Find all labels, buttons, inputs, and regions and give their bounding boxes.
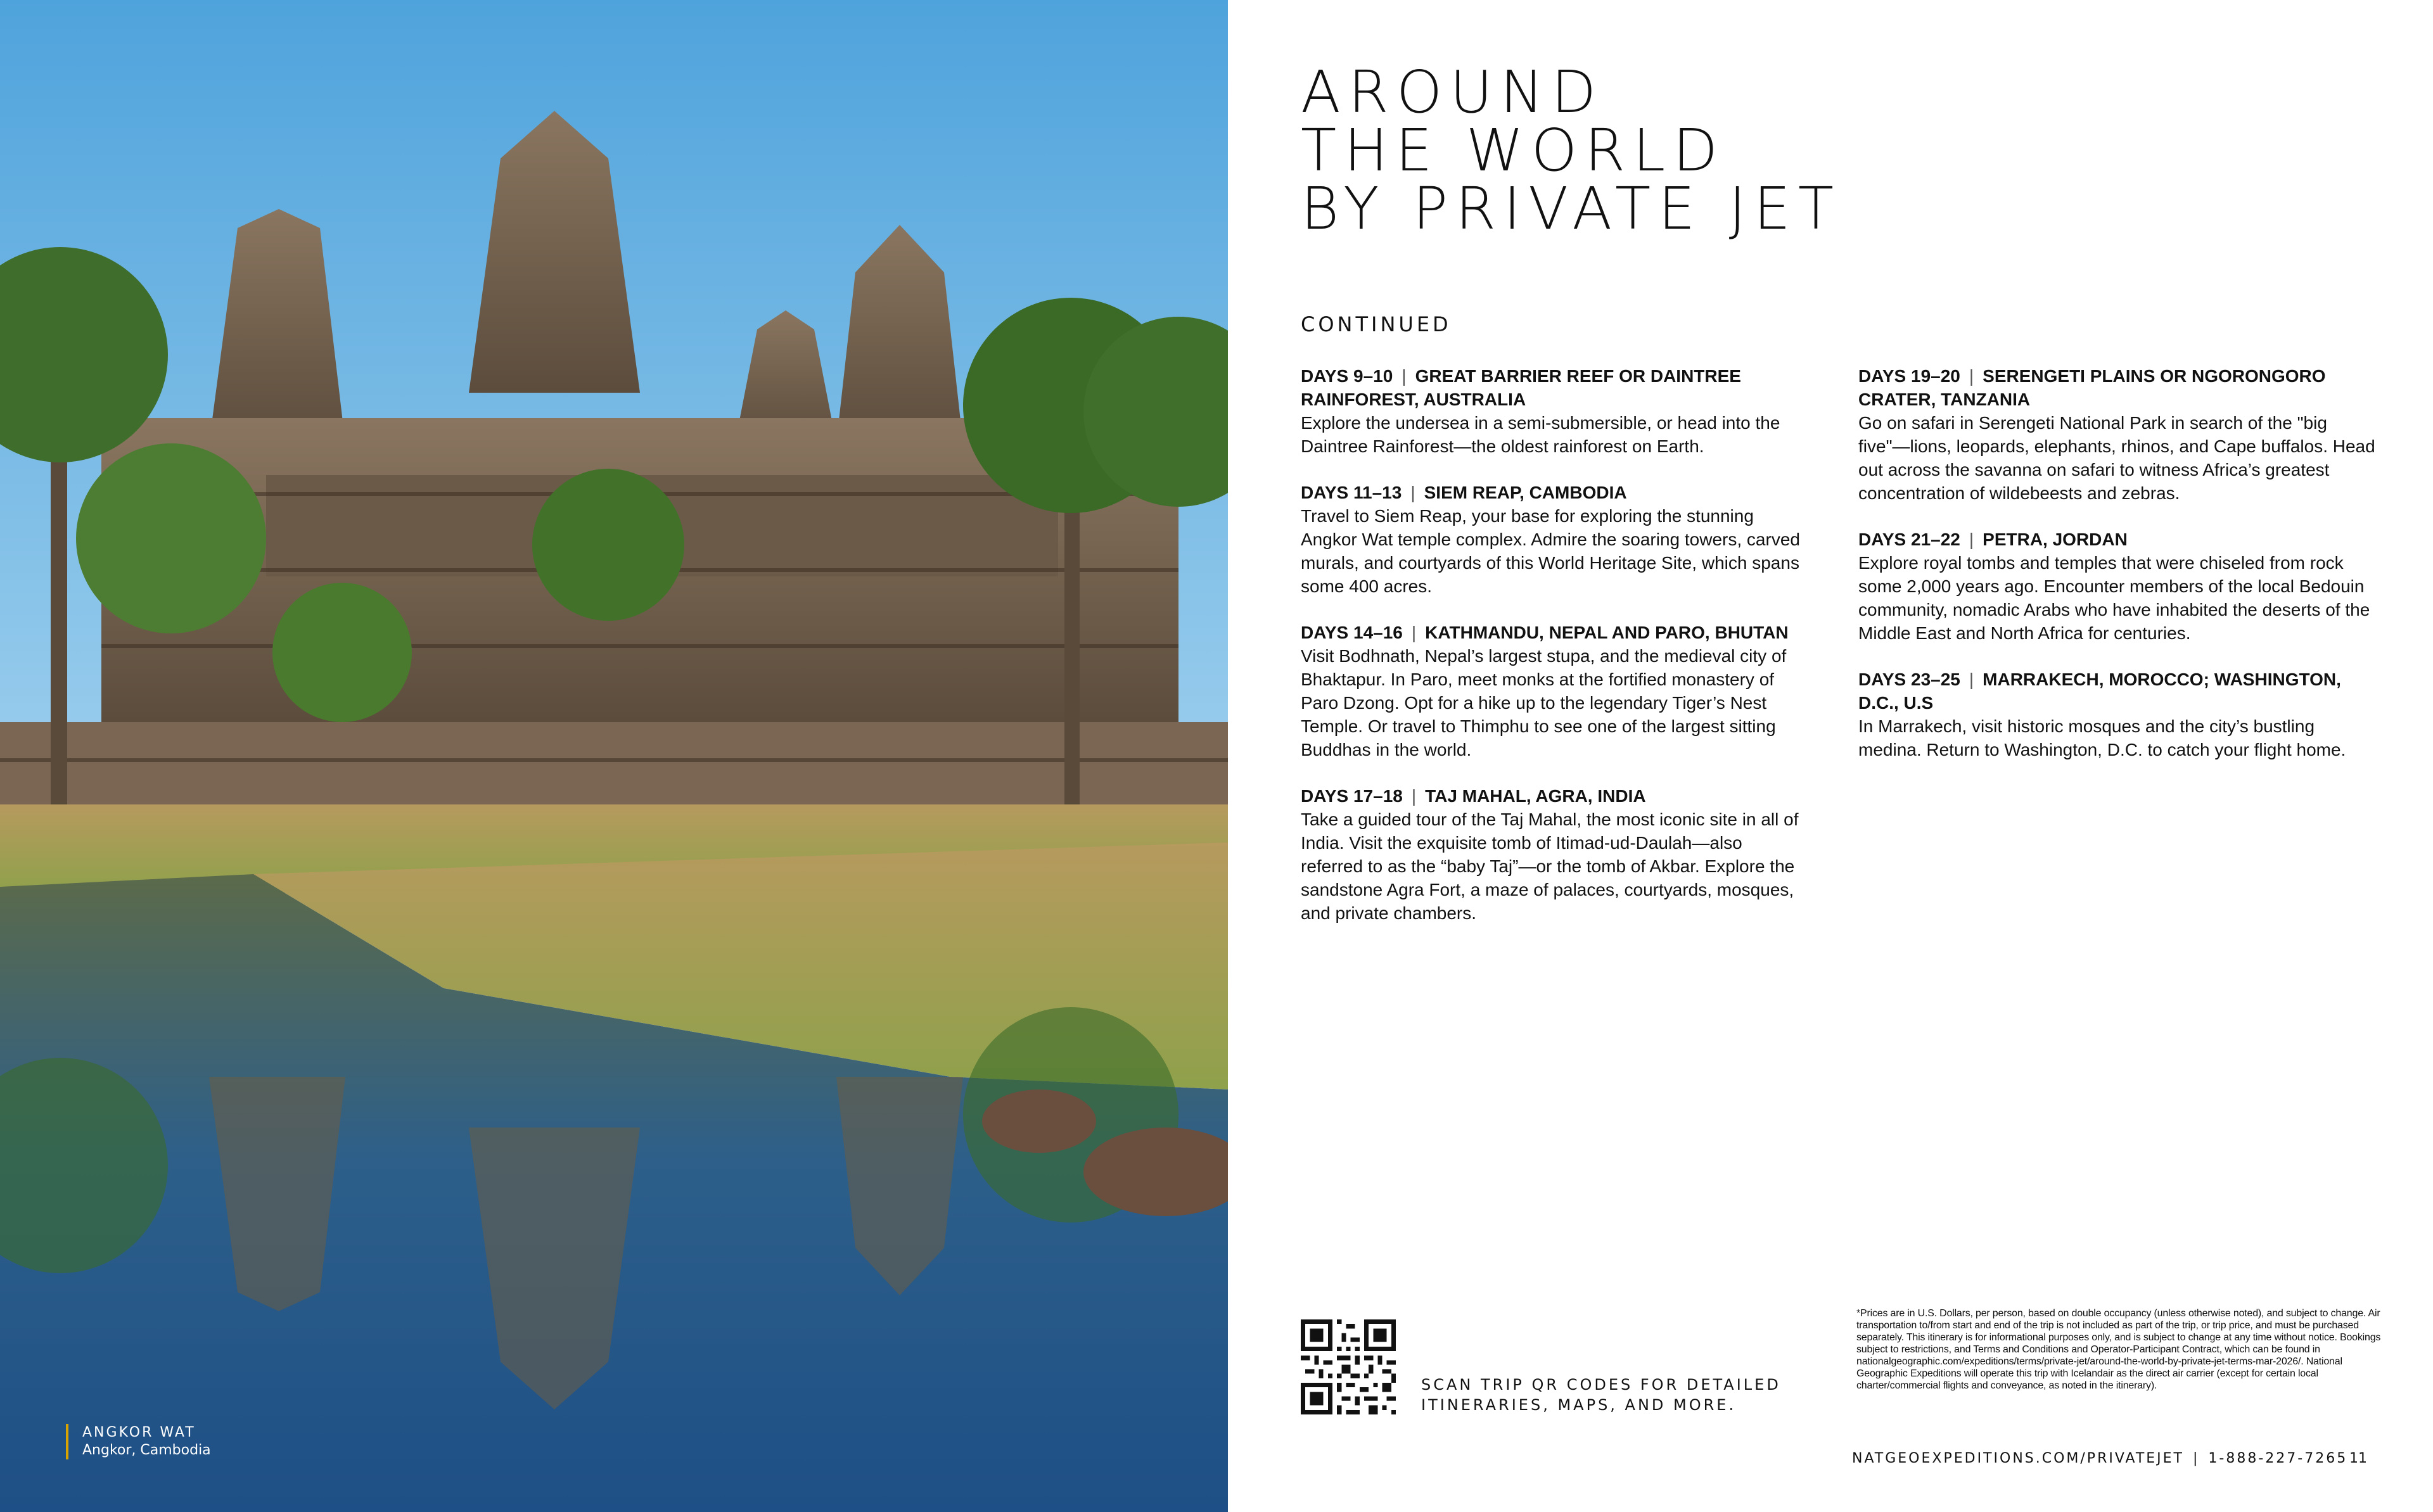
footer-phone[interactable]: 1-888-227-7265	[2208, 1451, 2348, 1466]
itinerary-column-right	[1858, 364, 2378, 784]
itinerary-entry	[1858, 528, 2378, 645]
itinerary-entry	[1301, 364, 1808, 458]
entry-place: KATHMANDU, NEPAL AND PARO, BHUTAN	[1425, 623, 1789, 642]
scan-qr-text: SCAN TRIP QR CODES FOR DETAILED ITINERARIES, MAPS, AND MORE.	[1421, 1376, 1781, 1414]
entry-body: Travel to Siem Reap, your base for exploring the stunning Angkor Wat temple complex. Admire the soaring towers, carved murals, and courtyards of this World Heritage Site, which spans some 400 acres.	[1301, 506, 1800, 596]
itinerary-entry	[1301, 481, 1808, 598]
entry-days: DAYS 17–18	[1301, 786, 1403, 806]
title-line: AROUND	[1301, 58, 1604, 126]
entry-days: DAYS 14–16	[1301, 623, 1403, 642]
entry-separator: |	[1402, 366, 1407, 386]
page-title	[1301, 58, 1842, 243]
caption-location: Angkor, Cambodia	[82, 1442, 211, 1458]
entry-place: SERENGETI PLAINS OR NGORONGORO CRATER, TANZANIA	[1858, 366, 2326, 409]
entry-separator: |	[1411, 623, 1417, 642]
entry-body: Explore royal tombs and temples that were chiseled from rock some 2,000 years ago. Encounter members of the local Bedouin community, nomadic Arabs who have inhabited the deserts of the Middle East and North Africa for centuries.	[1858, 553, 2370, 643]
continued-label: CONTINUED	[1301, 312, 1452, 336]
entry-days: DAYS 23–25	[1858, 670, 1960, 689]
page-number: 11	[2349, 1451, 2367, 1466]
itinerary-entry	[1301, 621, 1808, 761]
entry-place: GREAT BARRIER REEF OR DAINTREE RAINFOREST, AUSTRALIA	[1301, 366, 1741, 409]
entry-place: MARRAKECH, MOROCCO; WASHINGTON, D.C., U.S	[1858, 670, 2341, 713]
entry-body: In Marrakech, visit historic mosques and the city’s bustling medina. Return to Washington, D.C. to catch your flight home.	[1858, 716, 2346, 759]
photo-caption	[66, 1424, 211, 1459]
entry-body: Go on safari in Serengeti National Park in search of the "big five"—lions, leopards, elephants, rhinos, and Cape buffalos. Head out across the savanna on safari to witness Africa’s greatest concentration of wildebeests and zebras.	[1858, 413, 2375, 503]
entry-separator: |	[1969, 530, 1974, 549]
entry-separator: |	[1969, 670, 1974, 689]
entry-body: Explore the undersea in a semi-submersible, or head into the Daintree Rainforest—the oldest rainforest on Earth.	[1301, 413, 1780, 456]
itinerary-page	[1228, 0, 2433, 1512]
itinerary-entry	[1858, 364, 2378, 505]
entry-place: PETRA, JORDAN	[1983, 530, 2128, 549]
entry-days: DAYS 11–13	[1301, 483, 1402, 502]
entry-place: TAJ MAHAL, AGRA, INDIA	[1425, 786, 1646, 806]
title-line: THE WORLD	[1301, 117, 1726, 184]
entry-place: SIEM REAP, CAMBODIA	[1424, 483, 1627, 502]
itinerary-column-left	[1301, 364, 1808, 948]
qr-code[interactable]	[1301, 1319, 1396, 1414]
footer	[1852, 1451, 2347, 1466]
footer-url[interactable]: NATGEOEXPEDITIONS.COM/PRIVATEJET	[1852, 1451, 2184, 1466]
itinerary-entry	[1301, 784, 1808, 925]
caption-title: ANGKOR WAT	[82, 1425, 196, 1440]
entry-separator: |	[1411, 786, 1417, 806]
itinerary-entry	[1858, 668, 2378, 761]
entry-separator: |	[1969, 366, 1974, 386]
footer-separator: |	[2193, 1451, 2200, 1466]
title-line: BY PRIVATE JET	[1301, 175, 1842, 243]
entry-separator: |	[1410, 483, 1415, 502]
entry-body: Take a guided tour of the Taj Mahal, the most iconic site in all of India. Visit the exquisite tomb of Itimad-ud-Daulah—also referred to as the “baby Taj”—or the tomb of Akbar. Explore the sandstone Agra Fort, a maze of palaces, courtyards, mosques, and private chambers.	[1301, 810, 1799, 923]
entry-days: DAYS 9–10	[1301, 366, 1393, 386]
entry-days: DAYS 21–22	[1858, 530, 1960, 549]
entry-days: DAYS 19–20	[1858, 366, 1960, 386]
entry-body: Visit Bodhnath, Nepal’s largest stupa, and the medieval city of Bhaktapur. In Paro, meet monks at the fortified monastery of Paro Dzong. Opt for a hike up to the legendary Tiger’s Nest Temple. Or travel to Thimphu to see one of the largest sitting Buddhas in the world.	[1301, 646, 1787, 759]
fine-print: *Prices are in U.S. Dollars, per person, based on double occupancy (unless otherwise noted), and subject to change. Air transportation to/from start and end of the trip is not included as part of the trip, or trip price, and must be purchased separately. This itinerary is for informational purposes only, and is subject to change at any time without notice. Bookings subject to restrictions, and Terms and Conditions and Operator-Participant Contract, which can be found in nationalgeographic.com/expeditions/terms/private-jet/around-the-world-by-private-jet-terms-mar-2026/. National Geographic Expeditions will operate this trip with Icelandair as the direct air carrier (except for certain local charter/commercial flights and conveyance, as noted in the itinerary).	[1856, 1308, 2381, 1391]
